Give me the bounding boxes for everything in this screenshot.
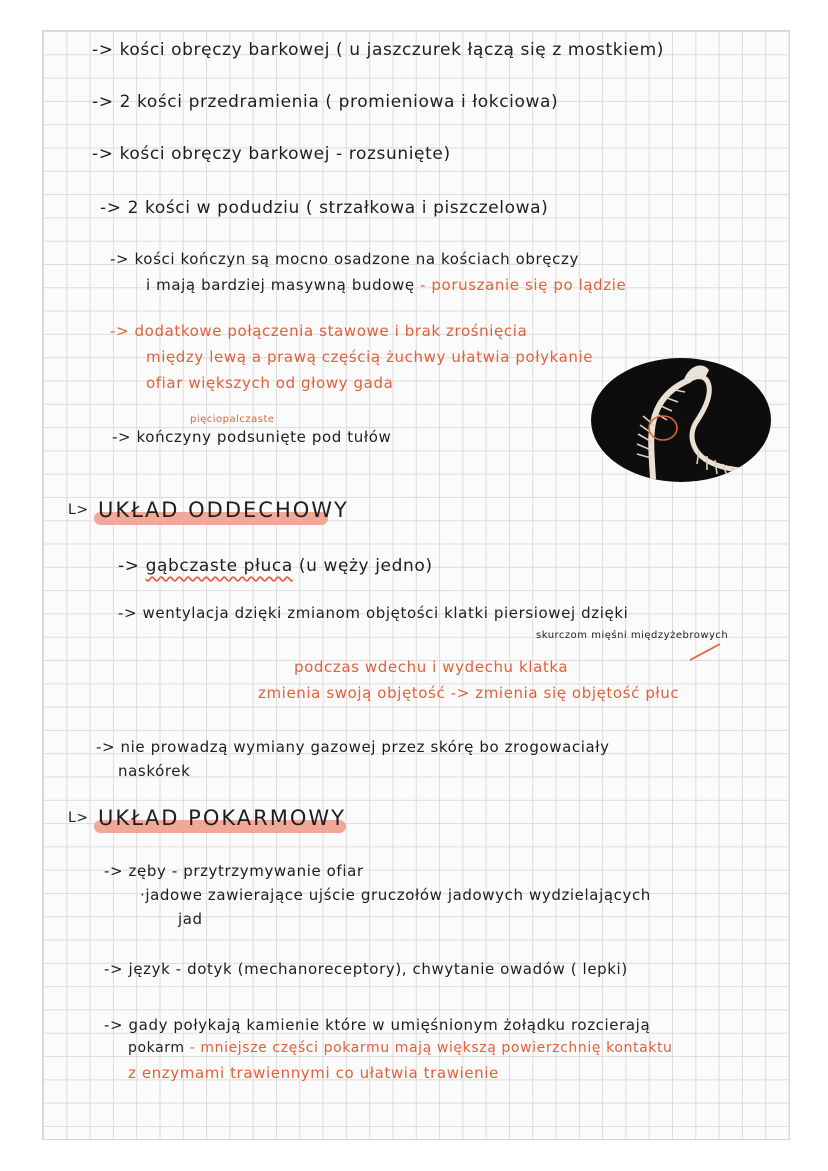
note-line-7: -> dodatkowe połączenia stawowe i brak zrośnięcia [110,322,528,340]
note-line-8: między lewą a prawą częścią żuchwy ułatwia połykanie [146,348,594,366]
arrow-to-note-icon [686,640,726,664]
note-line-6 [146,276,626,294]
lung-note: (u węży jedno) [298,556,433,576]
gas-exchange-line-1: -> nie prowadzą wymiany gazowej przez skórę bo zrogowaciały [96,738,610,756]
note-line-4: -> 2 kości w podudziu ( strzałkowa i piszczelowa) [100,198,549,218]
digestive-arrow: L> [68,810,89,826]
note-line-1: -> kości obręczy barkowej ( u jaszczurek łączą się z mostkiem) [92,40,664,60]
note-line-10: -> kończyny podsunięte pod tułów [112,428,392,446]
orange-breath-line-1: podczas wdechu i wydechu klatka [294,658,569,676]
teeth-line-3: jad [178,910,203,928]
tongue-line: -> język - dotyk (mechanoreceptory), chwytanie owadów ( lepki) [104,960,628,978]
heading-respiratory: UKŁAD ODDECHOWY [98,498,349,522]
note-line-2: -> 2 kości przedramienia ( promieniowa i łokciowa) [92,92,559,112]
orange-breath-line-2: zmienia swoją objętość -> zmienia się objętość płuc [258,684,680,702]
note-line-3: -> kości obręczy barkowej - rozsunięte) [92,144,451,164]
note-line-9: ofiar większych od głowy gada [146,374,394,392]
heading-digestive: UKŁAD POKARMOWY [98,806,346,830]
lung-term: gąbczaste płuca [145,556,293,576]
note-line-5: -> kości kończyn są mocno osadzone na kościach obręczy [110,250,579,268]
ventilation-line: -> wentylacja dzięki zmianom objętości klatki piersiowej dzięki [118,604,629,622]
stones-line-1: -> gady połykają kamienie które w umięśnionym żołądku rozcierają [104,1016,651,1034]
stones-line-2-text: pokarm [128,1040,185,1056]
respiratory-arrow: L> [68,502,89,518]
snake-skeleton-image [591,358,771,482]
teeth-line-1: -> zęby - przytrzymywanie ofiar [104,862,364,880]
lung-arrow: -> [118,556,140,576]
annotation-five-fingered: pięciopalczaste [190,414,275,425]
gas-exchange-line-2: naskórek [118,762,191,780]
note-line-6-orange: - poruszanie się po lądzie [414,276,627,294]
stones-line-2-orange: - mniejsze części pokarmu mają większą powierzchnię kontaktu [184,1040,673,1056]
teeth-line-2: ·jadowe zawierające ujście gruczołów jadowych wydzielających [140,886,651,904]
stones-line-3: z enzymami trawiennymi co ułatwia trawienie [128,1064,499,1082]
note-line-6-text: i mają bardziej masywną budowę [146,276,415,294]
muscles-note: skurczom mięśni międzyżebrowych [536,630,729,641]
stones-line-2 [128,1040,673,1056]
lung-line [118,556,433,576]
